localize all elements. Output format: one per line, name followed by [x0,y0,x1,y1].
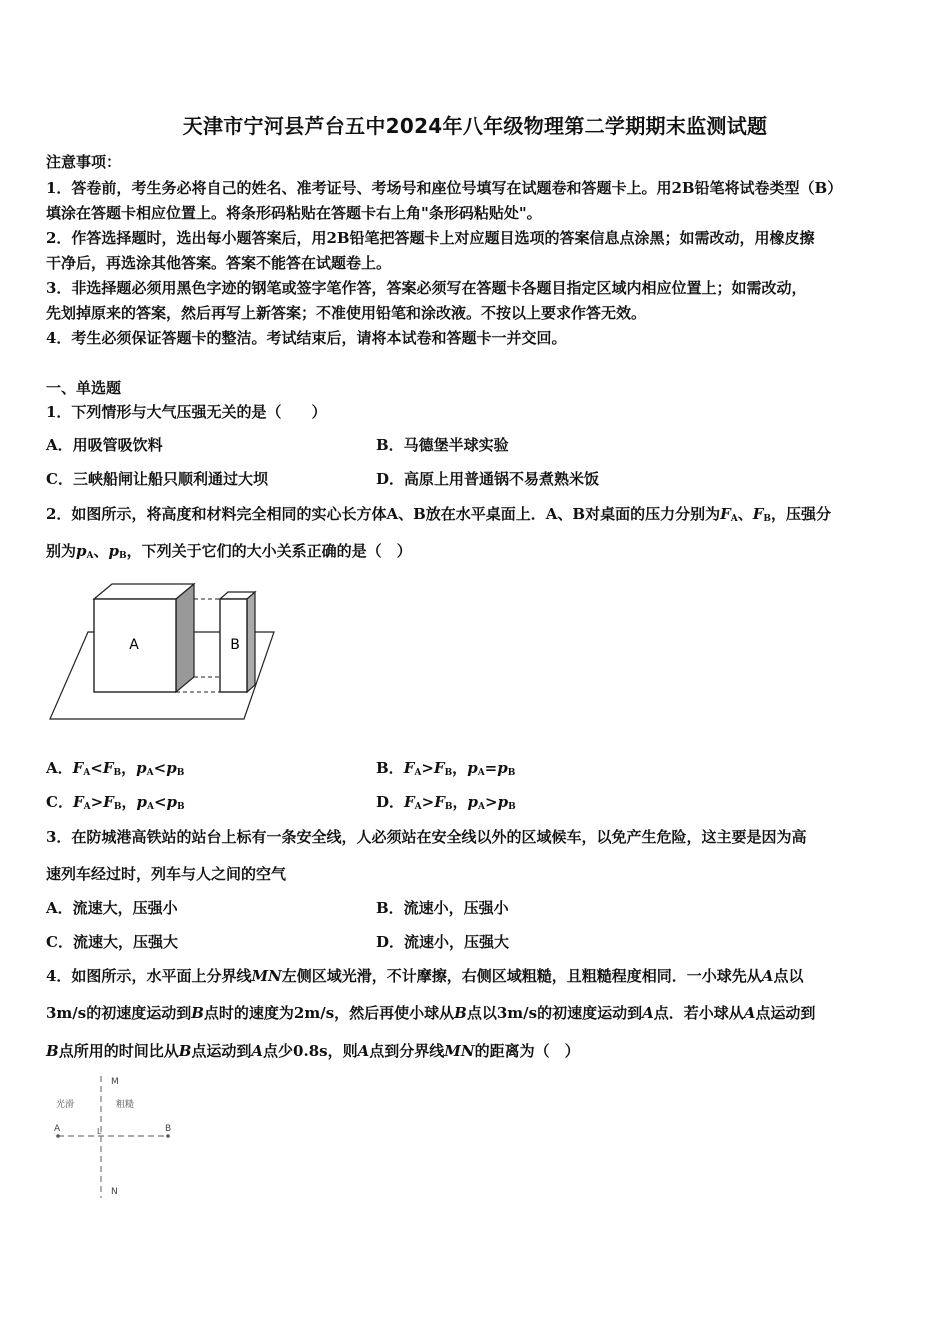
q4-text: 点运动到 [191,1042,252,1060]
var-p: p [76,542,87,560]
sub-a: A [83,768,91,778]
op: > [90,793,104,811]
q4-stem-line1 [46,966,803,986]
sub-b: B [176,768,185,778]
notes-line: 4．考生必须保证答题卡的整洁。考试结束后，请将本试卷和答题卡一并交回。 [46,329,567,347]
sub-b: B [113,802,122,812]
op: < [153,793,167,811]
q2-option-d [376,792,516,817]
sub-b: B [444,802,453,812]
sub-a: A [730,514,738,524]
notes-line: 填涂在答题卡相应位置上。将条形码粘贴在答题卡右上角"条形码粘贴处"。 [46,204,542,222]
q4-text: 4．如图所示，水平面上分界线 [46,967,252,985]
sub-a: A [414,802,422,812]
sub-a: A [478,802,485,812]
opt-label: A． [46,759,73,777]
var-a: A [251,1042,264,1060]
op: > [485,793,498,811]
q2-text: ，下列关于它们的大小关系正确的是（ ） [126,542,412,560]
q2-sep: 、 [737,505,753,523]
var-p: p [136,793,147,811]
op: < [153,759,167,777]
notes-line: 先划掉原来的答案，然后再写上新答案；不准使用铅笔和涂改液。不按以上要求作答无效。 [46,304,647,322]
opt-label: B． [376,759,404,777]
q4-text: 点所用的时间比从 [58,1042,179,1060]
q4-text: 3m/s的初速度运动到 [46,1004,192,1022]
var-a: A [761,967,774,985]
q3-option-c: C．流速大，压强大 [46,933,178,951]
label-smooth: 光滑 [56,1100,75,1110]
q2-sep: 、 [93,542,109,560]
var-b: B [178,1042,192,1060]
q4-text: 点时的速度为2m/s，然后再使小球从 [203,1004,455,1022]
q4-text: 左侧区域光滑，不计摩擦，右侧区域粗糙，且粗糙程度相同．一小球先从 [281,967,762,985]
op: > [421,759,434,777]
sub-a: A [86,551,94,561]
label-b: B [165,1124,172,1134]
notes-heading: 注意事项： [46,153,122,171]
q4-stem-line2 [46,1003,815,1023]
var-f: F [720,505,731,523]
var-f: F [103,793,114,811]
var-f: F [102,759,114,777]
op: < [90,759,103,777]
var-a: A [642,1004,654,1022]
opt-label: C． [46,793,73,811]
q2-stem-line2 [46,541,412,566]
q4-text: 点．若小球从 [653,1004,744,1022]
sub-a: A [146,768,154,778]
sub-a: A [146,802,154,812]
var-mn: MN [444,1042,475,1060]
q4-text: 点少0.8s，则 [263,1042,358,1060]
q4-text: 的距离为（ ） [474,1042,580,1060]
op: > [421,793,435,811]
sub-b: B [177,802,185,812]
var-p: p [166,759,177,777]
q1-option-c: C．三峡船闸让船只顺利通过大坝 [46,470,268,488]
label-b: B [230,637,240,653]
page-title: 天津市宁河县芦台五中2024年八年级物理第二学期期末监测试题 [182,114,768,138]
var-f: F [72,793,84,811]
var-p: p [166,793,178,811]
q2-figure-blocks [46,582,276,724]
q3-option-b: B．流速小，压强小 [376,899,509,917]
q3-stem-line1: 3．在防城港高铁站的站台上标有一条安全线，人必须站在安全线以外的区域候车，以免产生危险，这主要是因为高 [46,828,807,846]
var-f: F [403,759,415,777]
sub-b: B [444,768,453,778]
q1-option-b: B．马德堡半球实验 [376,436,509,454]
var-p: p [497,793,509,811]
q4-figure-boundary [50,1072,185,1202]
q3-stem-line2: 速列车经过时，列车与人之间的空气 [46,865,287,883]
q4-text: 点以3m/s的初速度运动到 [466,1004,643,1022]
q2-option-c [46,792,185,817]
sub-a: A [414,768,422,778]
q4-text: 点运动到 [755,1004,816,1022]
label-a: A [54,1124,61,1134]
comma: ， [452,793,468,811]
var-p: p [497,759,508,777]
var-b: B [191,1004,204,1022]
var-a: A [357,1042,370,1060]
var-b: B [454,1004,467,1022]
q2-text: 别为 [46,542,77,560]
q1-stem: 1．下列情形与大气压强无关的是（ ） [46,403,327,421]
notes-line: 干净后，再选涂其他答案。答案不能答在试题卷上。 [46,254,392,272]
label-m: M [111,1077,119,1087]
label-l: L [97,1127,102,1136]
q1-option-d: D．高原上用普通锅不易煮熟米饭 [376,470,600,488]
comma: ， [452,759,468,777]
var-p: p [108,542,120,560]
q2-option-b [376,758,515,783]
var-a: A [743,1004,756,1022]
var-b: B [46,1042,59,1060]
notes-line: 2．作答选择题时，选出每小题答案后，用2B铅笔把答题卡上对应题目选项的答案信息点涂黑；如需改动，用橡皮擦 [46,229,815,247]
label-rough: 粗糙 [116,1100,135,1110]
q3-option-d: D．流速小，压强大 [376,933,510,951]
sub-a: A [83,802,91,812]
sub-a: A [477,768,485,778]
var-f: F [434,793,445,811]
q2-text: 2．如图所示，将高度和材料完全相同的实心长方体A、B放在水平桌面上．A、B对桌面的压力分别为 [46,505,721,523]
var-f: F [433,759,445,777]
opt-label: D． [376,793,405,811]
var-f: F [404,793,415,811]
comma: ， [121,793,137,811]
q2-option-a [46,758,184,783]
var-p: p [467,759,478,777]
op: = [484,759,498,777]
var-p: p [136,759,147,777]
q3-option-a: A．流速大，压强小 [46,899,178,917]
q4-stem-line3 [46,1041,580,1061]
q4-text: 点到分界线 [369,1042,445,1060]
comma: ， [121,759,137,777]
sub-b: B [508,802,516,812]
var-f: F [752,505,764,523]
notes-line: 1．答卷前，考生务必将自己的姓名、准考证号、考场号和座位号填写在试题卷和答题卡上。用2B铅笔将试卷类型（B） [46,179,843,197]
var-mn: MN [251,967,282,985]
q2-text: ，压强分 [771,505,832,523]
label-n: N [111,1187,118,1197]
var-p: p [467,793,479,811]
q2-stem-line1 [46,504,831,529]
section-heading: 一、单选题 [46,379,122,397]
sub-b: B [507,768,516,778]
var-f: F [72,759,84,777]
notes-line: 3．非选择题必须用黑色字迹的钢笔或签字笔作答，答案必须写在答题卡各题目指定区域内相应位置上；如需改动， [46,279,807,297]
sub-b: B [763,514,771,524]
label-a: A [129,637,139,653]
sub-b: B [113,768,122,778]
q1-option-a: A．用吸管吸饮料 [46,436,163,454]
sub-b: B [119,551,127,561]
q4-text: 点以 [773,967,804,985]
